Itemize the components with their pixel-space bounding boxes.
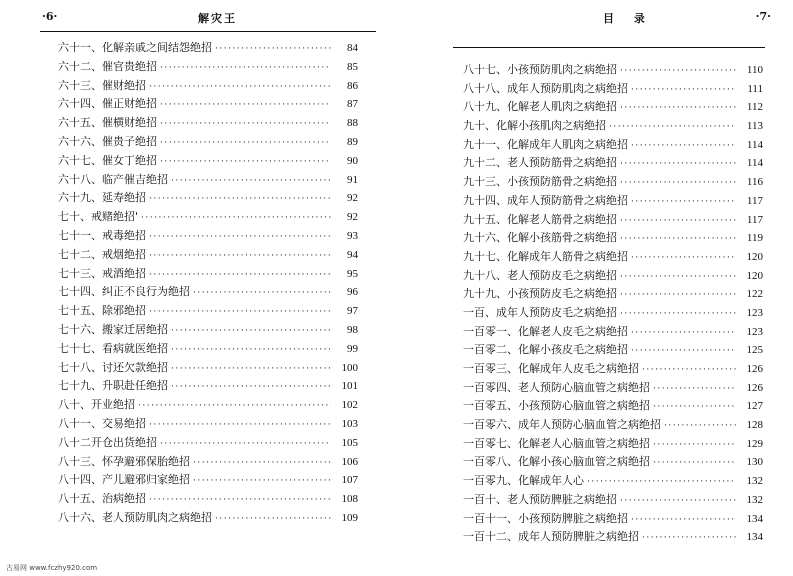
toc-entry xyxy=(463,136,763,155)
toc-entry xyxy=(58,509,358,528)
toc-entry xyxy=(463,154,763,173)
toc-entry-page: 132 xyxy=(746,475,763,488)
dot-leader xyxy=(160,138,331,148)
toc-entry xyxy=(58,340,358,359)
toc-entry xyxy=(58,152,358,171)
dot-leader xyxy=(193,476,331,486)
toc-entry-title: 一百、成年人预防皮毛之病绝招 xyxy=(463,305,617,319)
toc-entry-page: 117 xyxy=(746,194,763,207)
toc-entry xyxy=(463,360,763,379)
toc-entry-page: 123 xyxy=(746,325,763,338)
toc-entry-title: 七十四、纠正不良行为绝招 xyxy=(58,285,190,299)
dot-leader xyxy=(193,288,331,298)
dot-leader xyxy=(587,477,736,487)
toc-entry xyxy=(58,396,358,415)
toc-entry-page: 113 xyxy=(746,120,763,133)
dot-leader xyxy=(171,176,331,186)
toc-entry xyxy=(58,321,358,340)
dot-leader xyxy=(631,346,736,356)
section-title: 目 录 xyxy=(603,12,653,25)
toc-entry-page: 109 xyxy=(341,511,358,524)
toc-entry xyxy=(58,171,358,190)
toc-entry xyxy=(463,211,763,230)
toc-entry-page: 126 xyxy=(746,381,763,394)
toc-entry-title: 六十三、催财绝招 xyxy=(58,78,146,92)
toc-entry xyxy=(58,227,358,246)
toc-entry-title: 一百零六、成年人预防心脑血管之病绝招 xyxy=(463,418,661,432)
toc-entry xyxy=(58,95,358,114)
toc-entry-page: 116 xyxy=(746,176,763,189)
dot-leader xyxy=(653,440,736,450)
toc-entry-page: 90 xyxy=(347,154,358,167)
toc-entry-title: 九十五、化解老人筋骨之病绝招 xyxy=(463,212,617,226)
toc-entry-page: 120 xyxy=(746,250,763,263)
dot-leader xyxy=(160,439,331,449)
toc-entry-page: 87 xyxy=(347,98,358,111)
toc-entry-page: 128 xyxy=(746,419,763,432)
dot-leader xyxy=(620,66,736,76)
toc-entry xyxy=(463,341,763,360)
left-page-number: ·6· xyxy=(42,10,58,23)
toc-entry-page: 117 xyxy=(746,213,763,226)
toc-entry xyxy=(463,510,763,529)
toc-entry xyxy=(463,304,763,323)
toc-entry xyxy=(463,491,763,510)
toc-entry-title: 八十一、交易绝招 xyxy=(58,416,146,430)
dot-leader xyxy=(149,232,331,242)
dot-leader xyxy=(149,251,331,261)
toc-entry-page: 95 xyxy=(347,267,358,280)
toc-entry-title: 一百零七、化解老人心脑血管之病绝招 xyxy=(463,436,650,450)
toc-entry xyxy=(58,377,358,396)
toc-entry xyxy=(463,117,763,136)
toc-list-left xyxy=(58,39,358,528)
toc-entry-title: 七十一、戒毒绝招 xyxy=(58,228,146,242)
toc-entry xyxy=(463,528,763,547)
toc-entry xyxy=(58,283,358,302)
toc-entry-page: 89 xyxy=(347,135,358,148)
toc-entry xyxy=(58,471,358,490)
toc-entry-page: 120 xyxy=(746,269,763,282)
dot-leader xyxy=(171,345,331,355)
dot-leader xyxy=(631,141,736,151)
dot-leader xyxy=(631,328,736,338)
toc-entry xyxy=(58,359,358,378)
toc-entry-page: 130 xyxy=(746,456,763,469)
toc-entry-page: 98 xyxy=(347,323,358,336)
toc-entry-page: 105 xyxy=(341,436,358,449)
toc-entry-page: 103 xyxy=(341,417,358,430)
toc-entry xyxy=(463,61,763,80)
dot-leader xyxy=(149,307,331,317)
toc-entry-page: 107 xyxy=(341,474,358,487)
toc-entry-page: 94 xyxy=(347,248,358,261)
toc-entry-title: 八十四、产儿避邪归家绝招 xyxy=(58,473,190,487)
toc-entry-title: 七十三、戒酒绝招 xyxy=(58,266,146,280)
toc-entry-page: 96 xyxy=(347,286,358,299)
toc-entry-title: 八十、开业绝招 xyxy=(58,398,135,412)
toc-entry-page: 84 xyxy=(347,42,358,54)
dot-leader xyxy=(642,533,736,543)
toc-entry-page: 85 xyxy=(347,60,358,73)
left-page-header xyxy=(42,10,358,26)
toc-entry-title: 九十一、化解成年人肌肉之病绝招 xyxy=(463,137,628,151)
toc-entry xyxy=(58,265,358,284)
toc-entry xyxy=(58,208,358,227)
dot-leader xyxy=(149,420,331,430)
toc-entry-page: 93 xyxy=(347,229,358,242)
toc-entry-page: 134 xyxy=(746,512,763,525)
dot-leader xyxy=(653,458,736,468)
header-rule xyxy=(453,47,765,48)
toc-entry xyxy=(463,192,763,211)
toc-entry-title: 一百十、老人预防脾脏之病绝招 xyxy=(463,492,617,506)
toc-entry-title: 一百零一、化解老人皮毛之病绝招 xyxy=(463,324,628,338)
dot-leader xyxy=(620,103,736,113)
dot-leader xyxy=(149,495,331,505)
toc-entry xyxy=(463,397,763,416)
toc-entry xyxy=(58,114,358,133)
toc-entry-title: 一百十二、成年人预防脾脏之病绝招 xyxy=(463,530,639,544)
toc-entry-title: 八十二开仓出货绝招 xyxy=(58,435,157,449)
dot-leader xyxy=(620,234,736,244)
dot-leader xyxy=(171,382,331,392)
toc-entry xyxy=(463,80,763,99)
toc-entry-page: 111 xyxy=(747,82,763,95)
toc-entry xyxy=(463,229,763,248)
toc-entry xyxy=(58,39,358,58)
toc-entry xyxy=(463,453,763,472)
toc-entry-title: 七十五、除邪绝招 xyxy=(58,304,146,318)
dot-leader xyxy=(193,458,331,468)
toc-entry-page: 126 xyxy=(746,363,763,375)
toc-entry-page: 92 xyxy=(347,192,358,205)
dot-leader xyxy=(171,364,331,374)
toc-entry-page: 114 xyxy=(746,138,763,151)
toc-entry xyxy=(463,379,763,398)
dot-leader xyxy=(631,197,736,207)
toc-entry-title: 九十九、小孩预防皮毛之病绝招 xyxy=(463,287,617,301)
toc-entry-page: 129 xyxy=(746,437,763,450)
dot-leader xyxy=(653,402,736,412)
toc-entry-page: 86 xyxy=(347,79,358,92)
dot-leader xyxy=(631,253,736,263)
dot-leader xyxy=(620,496,736,506)
toc-entry-title: 九十三、小孩预防筋骨之病绝招 xyxy=(463,175,617,189)
right-page xyxy=(463,0,771,560)
dot-leader xyxy=(160,100,331,110)
dot-leader xyxy=(160,157,331,167)
toc-entry xyxy=(463,416,763,435)
toc-entry xyxy=(58,58,358,77)
toc-entry-page: 97 xyxy=(347,305,358,318)
dot-leader xyxy=(160,63,331,73)
dot-leader xyxy=(141,213,331,223)
toc-entry xyxy=(463,173,763,192)
toc-entry-title: 七十九、升职赴任绝招 xyxy=(58,379,168,393)
dot-leader xyxy=(620,309,736,319)
toc-entry xyxy=(58,189,358,208)
toc-entry-title: 八十五、治病绝招 xyxy=(58,492,146,506)
right-page-number: ·7· xyxy=(755,10,771,23)
dot-leader xyxy=(620,178,736,188)
toc-entry-title: 七十二、戒烟绝招 xyxy=(58,247,146,261)
toc-entry-page: 106 xyxy=(341,455,358,468)
dot-leader xyxy=(642,365,736,375)
toc-entry xyxy=(58,434,358,453)
toc-entry-page: 102 xyxy=(341,399,358,412)
toc-entry-title: 一百零四、老人预防心脑血管之病绝招 xyxy=(463,380,650,394)
toc-entry-title: 八十七、小孩预防肌肉之病绝招 xyxy=(463,63,617,76)
dot-leader xyxy=(138,401,331,411)
dot-leader xyxy=(171,326,331,336)
toc-entry xyxy=(58,133,358,152)
toc-entry-title: 八十三、怀孕避邪保胎绝招 xyxy=(58,454,190,468)
toc-entry xyxy=(463,98,763,117)
toc-entry-page: 127 xyxy=(746,400,763,413)
toc-entry xyxy=(58,453,358,472)
dot-leader xyxy=(620,290,736,300)
toc-entry-title: 八十八、成年人预防肌肉之病绝招 xyxy=(463,81,628,95)
right-page-header xyxy=(463,10,771,26)
toc-entry-page: 125 xyxy=(746,344,763,357)
toc-entry-title: 七十、戒赌绝招' xyxy=(58,210,139,224)
toc-entry-title: 六十八、临产催吉绝招 xyxy=(58,172,168,186)
toc-entry xyxy=(463,267,763,286)
dot-leader xyxy=(653,384,736,394)
toc-entry-page: 123 xyxy=(746,306,763,319)
toc-entry xyxy=(463,472,763,491)
book-title: 解灾王 xyxy=(198,12,237,25)
toc-entry xyxy=(58,302,358,321)
dot-leader xyxy=(609,122,736,132)
toc-entry-page: 114 xyxy=(746,157,763,170)
dot-leader xyxy=(149,82,331,92)
toc-entry-title: 六十四、催正财绝招 xyxy=(58,97,157,111)
toc-entry-page: 101 xyxy=(341,380,358,393)
toc-entry-title: 九十七、化解成年人筋骨之病绝招 xyxy=(463,249,628,263)
dot-leader xyxy=(631,515,736,525)
toc-entry-page: 92 xyxy=(347,211,358,224)
dot-leader xyxy=(160,119,331,129)
toc-entry-page: 134 xyxy=(746,531,763,544)
toc-entry-title: 六十一、化解亲戚之间结怨绝招 xyxy=(58,41,212,54)
dot-leader xyxy=(215,514,331,524)
toc-entry-page: 132 xyxy=(746,493,763,506)
toc-entry-page: 88 xyxy=(347,117,358,130)
toc-list-right xyxy=(463,61,763,547)
toc-entry-page: 110 xyxy=(746,64,763,76)
toc-entry xyxy=(58,246,358,265)
toc-entry-title: 一百零五、小孩预防心脑血管之病绝招 xyxy=(463,399,650,413)
toc-entry xyxy=(58,77,358,96)
dot-leader xyxy=(620,272,736,282)
toc-entry-title: 七十八、讨还欠款绝招 xyxy=(58,360,168,374)
toc-entry xyxy=(463,285,763,304)
toc-entry-page: 91 xyxy=(347,173,358,186)
toc-entry xyxy=(463,435,763,454)
toc-entry-title: 六十六、催贵子绝招 xyxy=(58,134,157,148)
toc-entry-page: 100 xyxy=(341,361,358,374)
toc-entry-title: 六十五、催横财绝招 xyxy=(58,116,157,130)
toc-entry-title: 九十二、老人预防筋骨之病绝招 xyxy=(463,156,617,170)
toc-entry xyxy=(463,248,763,267)
dot-leader xyxy=(631,85,736,95)
dot-leader xyxy=(620,159,736,169)
toc-entry-title: 一百零九、化解成年人心 xyxy=(463,474,584,488)
toc-entry-page: 108 xyxy=(341,493,358,506)
toc-entry-title: 一百零三、化解成年人皮毛之病绝招 xyxy=(463,362,639,375)
dot-leader xyxy=(149,270,331,280)
left-page xyxy=(42,0,358,560)
toc-entry-title: 七十六、搬家迁居绝招 xyxy=(58,322,168,336)
toc-entry-title: 八十六、老人预防肌肉之病绝招 xyxy=(58,510,212,524)
watermark-text: 古易网 www.fczhy920.com xyxy=(6,564,98,572)
toc-entry-title: 九十六、化解小孩筋骨之病绝招 xyxy=(463,231,617,245)
toc-entry-title: 九十四、成年人预防筋骨之病绝招 xyxy=(463,193,628,207)
toc-entry-title: 七十七、看病就医绝招 xyxy=(58,341,168,355)
toc-entry-title: 一百十一、小孩预防脾脏之病绝招 xyxy=(463,511,628,525)
toc-entry-page: 112 xyxy=(746,101,763,114)
dot-leader xyxy=(664,421,736,431)
toc-entry-title: 一百零八、化解小孩心脑血管之病绝招 xyxy=(463,455,650,469)
toc-entry-title: 九十、化解小孩肌肉之病绝招 xyxy=(463,119,606,133)
dot-leader xyxy=(215,44,331,54)
toc-entry-title: 九十八、老人预防皮毛之病绝招 xyxy=(463,268,617,282)
toc-entry xyxy=(58,490,358,509)
toc-entry-title: 六十二、催官贵绝招 xyxy=(58,59,157,73)
toc-entry-page: 99 xyxy=(347,342,358,355)
toc-entry-page: 119 xyxy=(746,232,763,245)
dot-leader xyxy=(149,194,331,204)
toc-entry xyxy=(463,323,763,342)
toc-entry-title: 一百零二、化解小孩皮毛之病绝招 xyxy=(463,343,628,357)
toc-entry-title: 八十九、化解老人肌肉之病绝招 xyxy=(463,100,617,114)
toc-entry-page: 122 xyxy=(746,288,763,301)
header-rule xyxy=(40,31,376,32)
dot-leader xyxy=(620,216,736,226)
toc-entry xyxy=(58,415,358,434)
toc-entry-title: 六十九、延寿绝招 xyxy=(58,191,146,205)
toc-entry-title: 六十七、催女丁绝招 xyxy=(58,153,157,167)
